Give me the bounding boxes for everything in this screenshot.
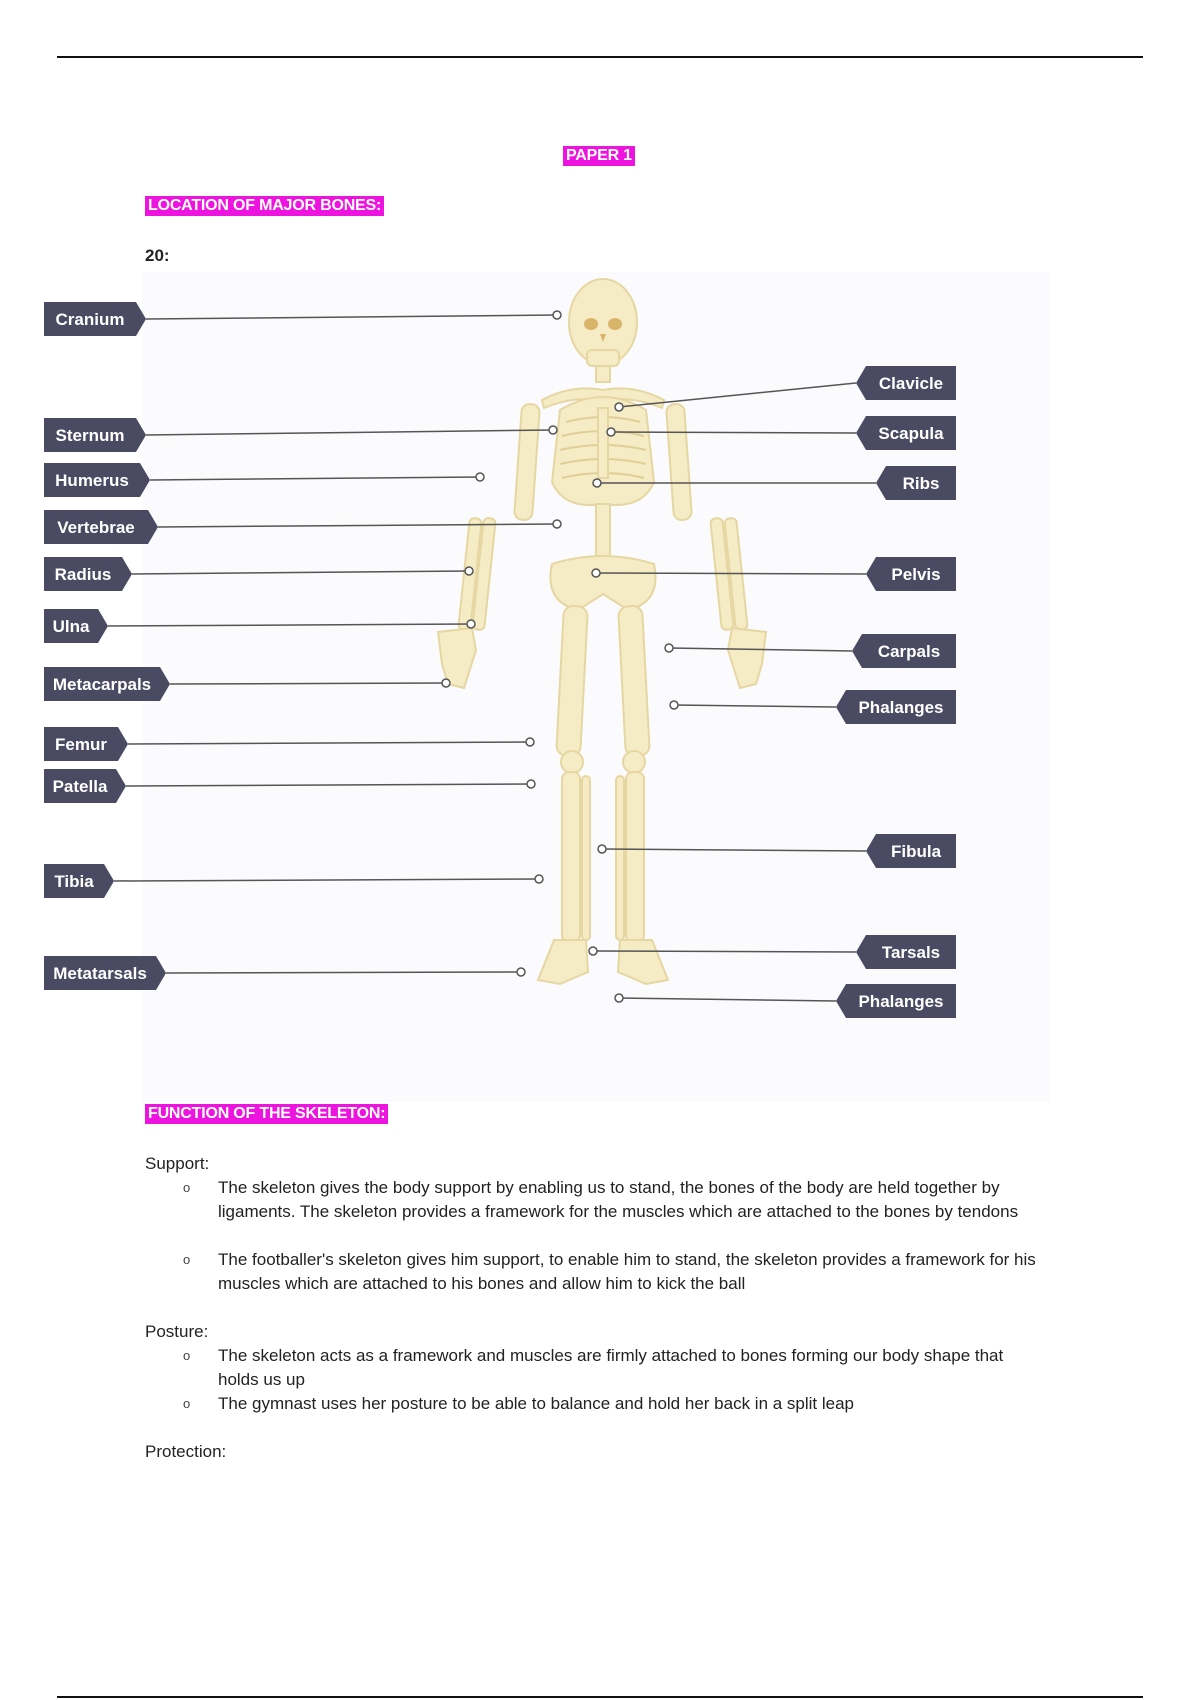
leader-dot [607,428,615,436]
right-label-ribs: Ribs [902,474,940,493]
left-label-patella: Patella [52,777,108,796]
right-tibia [626,772,644,942]
support-title: Support: [145,1154,210,1173]
leader-dot [517,968,525,976]
bullet-text: The footballer's skeleton gives him support, to enable him to stand, the skeleton provides a framework for his muscles which are attached to his bones and allow him to kick the ball [218,1250,1036,1293]
leader-dot [476,473,484,481]
left-leader-line [166,972,521,973]
left-label-femur: Femur [55,735,107,754]
function-content [145,1152,1045,1464]
bottom-rule [57,1696,1143,1698]
leader-dot [665,644,673,652]
right-label-phalanges: Phalanges [858,698,944,717]
bullet-mark: o [183,1252,191,1267]
left-label-metacarpals: Metacarpals [52,675,152,694]
bullet-mark: o [183,1180,191,1195]
bullet-mark: o [183,1396,191,1411]
left-label-cranium: Cranium [55,310,125,329]
right-leader-line [611,432,856,433]
left-fibula [582,776,590,940]
leader-dot [442,679,450,687]
paper-title: PAPER 1 [563,146,635,166]
leader-dot [553,520,561,528]
right-label-clavicle: Clavicle [878,374,944,393]
leader-dot [615,403,623,411]
leader-dot [593,479,601,487]
leader-dot [553,311,561,319]
right-fibula [616,776,624,940]
skeleton-diagram [52,272,1050,1102]
left-leader-line [170,683,446,684]
leader-dot [465,567,473,575]
location-heading: LOCATION OF MAJOR BONES: [145,196,384,216]
right-label-carpals: Carpals [877,642,941,661]
neck-vertebrae [596,366,610,382]
question-number: 20: [145,246,170,265]
posture-bullet [145,1344,1045,1392]
eye-socket-right [608,318,622,330]
posture-title: Posture: [145,1322,209,1341]
left-label-tibia: Tibia [54,872,94,891]
leader-dot [527,780,535,788]
function-heading: FUNCTION OF THE SKELETON: [145,1104,388,1124]
bullet-text: The gymnast uses her posture to be able to balance and hold her back in a split leap [218,1394,855,1413]
right-label-fibula: Fibula [890,842,942,861]
top-rule [57,56,1143,58]
leader-dot [598,845,606,853]
skeleton-svg [52,272,1050,1102]
leader-dot [549,426,557,434]
leader-dot [670,701,678,709]
right-label-pelvis: Pelvis [891,565,941,584]
left-label-ulna: Ulna [52,617,90,636]
leader-dot [526,738,534,746]
leader-dot [592,569,600,577]
left-label-sternum: Sternum [55,426,125,445]
bullet-mark: o [183,1348,191,1363]
support-bullet [145,1248,1045,1296]
bullet-text: The skeleton acts as a framework and muscles are firmly attached to bones forming our body shape that holds us up [218,1346,1004,1389]
eye-socket-left [584,318,598,330]
left-label-radius: Radius [54,565,112,584]
bullet-text: The skeleton gives the body support by enabling us to stand, the bones of the body are held together by ligaments. The skeleton provides a framework for the muscles which are attached to the bones by tendons [218,1178,1019,1221]
right-label-tarsals: Tarsals [881,943,941,962]
support-bullet [145,1176,1045,1224]
right-label-scapula: Scapula [878,424,944,443]
right-label-phalanges: Phalanges [858,992,944,1011]
left-label-vertebrae: Vertebrae [57,518,135,537]
leader-dot [589,947,597,955]
leader-dot [467,620,475,628]
leader-dot [615,994,623,1002]
posture-bullet [145,1392,1045,1416]
sternum-bone [598,408,608,478]
leader-dot [535,875,543,883]
left-label-humerus: Humerus [55,471,129,490]
right-kneecap [623,751,645,773]
left-kneecap [561,751,583,773]
left-tibia [562,772,580,942]
left-label-metatarsals: Metatarsals [53,964,147,983]
right-leader-line [596,573,866,574]
right-leader-line [593,951,856,952]
jaw [587,350,619,366]
protection-title: Protection: [145,1442,227,1461]
